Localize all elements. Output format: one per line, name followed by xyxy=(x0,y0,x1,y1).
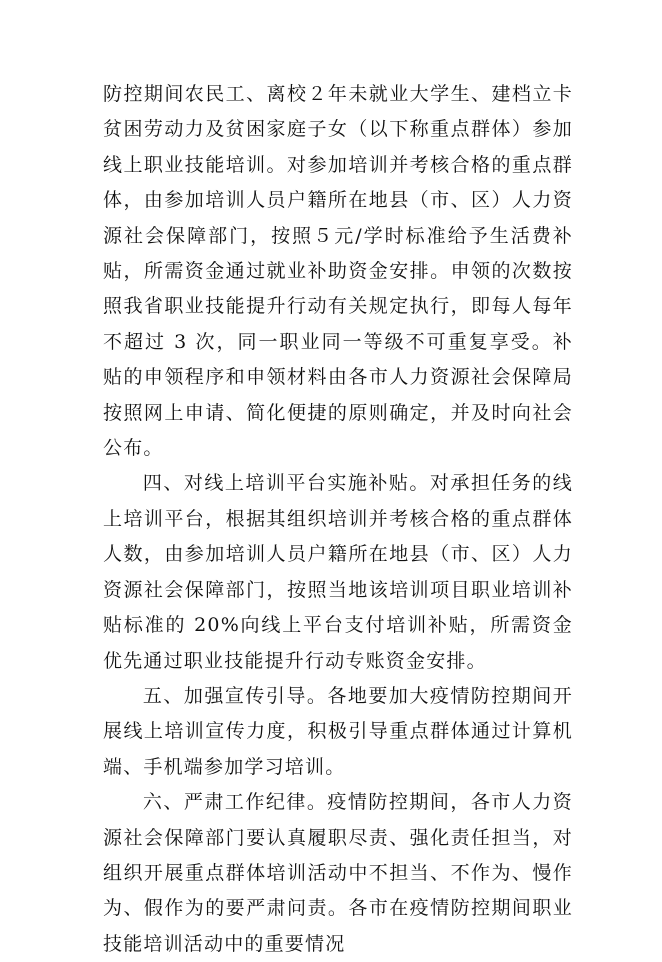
paragraph-section-4: 四、对线上培训平台实施补贴。对承担任务的线上培训平台，根据其组织培训并考核合格的重点群体人数，由参加培训人员户籍所在地县（市、区）人力资源社会保障部门，按照当地该培训项目职业培训补贴标准的 20%向线上平台支付培训补贴，所需资金优先通过职业技能提升行动专账资金安排。 xyxy=(103,472,573,672)
document-body xyxy=(103,77,573,962)
paragraph-section-5: 五、加强宣传引导。各地要加大疫情防控期间开展线上培训宣传力度，积极引导重点群体通过计算机端、手机端参加学习培训。 xyxy=(103,684,573,778)
paragraph-continuation: 防控期间农民工、离校２年未就业大学生、建档立卡贫困劳动力及贫困家庭子女（以下称重点群体）参加线上职业技能培训。对参加培训并考核合格的重点群体，由参加培训人员户籍所在地县（市、区）人力资源社会保障部门，按照５元/学时标准给予生活费补贴，所需资金通过就业补助资金安排。申领的次数按照我省职业技能提升行动有关规定执行，即每人每年不超过 3 次，同一职业同一等级不可重复享受。补贴的申领程序和申领材料由各市人力资源社会保障局按照网上申请、简化便捷的原则确定，并及时向社会公布。 xyxy=(103,83,573,460)
paragraph-section-6: 六、严肃工作纪律。疫情防控期间，各市人力资源社会保障部门要认真履职尽责、强化责任担当，对组织开展重点群体培训活动中不担当、不作为、慢作为、假作为的要严肃问责。各市在疫情防控期间职业技能培训活动中的重要情况 xyxy=(103,791,573,955)
